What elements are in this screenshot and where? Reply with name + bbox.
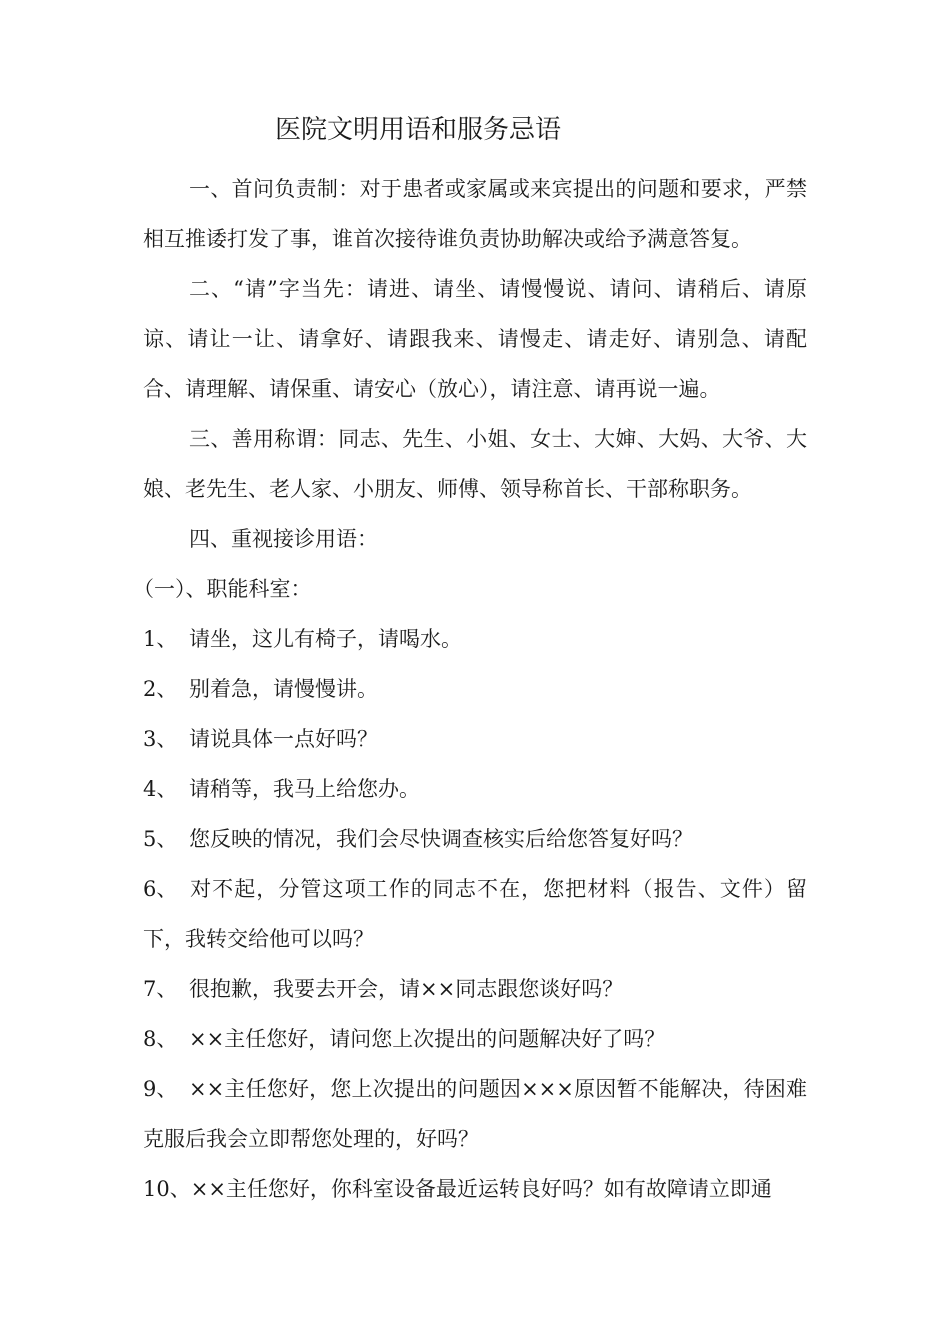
item-number: 3、	[143, 727, 178, 751]
list-item	[143, 964, 807, 1014]
item-text: 别着急，请慢慢讲。	[189, 677, 378, 701]
item-text: ××主任您好，您上次提出的问题因×××原因暂不能解决，待困难克服后我会立即帮您处理的，好吗？	[143, 1077, 807, 1151]
item-text: 很抱歉，我要去开会，请××同志跟您谈好吗？	[189, 977, 624, 1001]
item-number: 4、	[143, 777, 178, 801]
item-text: ××主任您好，请问您上次提出的问题解决好了吗？	[189, 1027, 666, 1051]
section-forms-of-address: 三、善用称谓：同志、先生、小姐、女士、大婶、大妈、大爷、大娘、老先生、老人家、小朋友、师傅、领导称首长、干部称职务。	[143, 427, 807, 501]
list-item	[143, 814, 807, 864]
item-number: 5、	[143, 827, 178, 851]
item-number: 1、	[143, 627, 178, 651]
item-number: 9、	[143, 1077, 178, 1101]
section-reception-phrases: 四、重视接诊用语：	[189, 527, 378, 551]
item-text: 请说具体一点好吗？	[189, 727, 378, 751]
item-text: ××主任您好，你科室设备最近运转良好吗？如有故障请立即通	[190, 1177, 772, 1201]
item-number: 2、	[143, 677, 178, 701]
item-number: 6、	[143, 877, 178, 901]
list-item	[143, 1014, 807, 1064]
list-item	[143, 764, 807, 814]
list-item	[143, 1164, 807, 1214]
list-item	[143, 614, 807, 664]
item-number: 10、	[143, 1177, 191, 1201]
list-item	[143, 664, 807, 714]
subheading-functional-departments: （一）、职能科室：	[133, 577, 312, 601]
list-item	[143, 1064, 807, 1164]
item-text: 对不起，分管这项工作的同志不在，您把材料（报告、文件）留下，我转交给他可以吗？	[143, 877, 807, 951]
list-item	[143, 864, 807, 964]
section-please-first: 二、“请”字当先：请进、请坐、请慢慢说、请问、请稍后、请原谅、请让一让、请拿好、请跟我来、请慢走、请走好、请别急、请配合、请理解、请保重、请安心（放心），请注意、请再说一遍。	[143, 277, 807, 401]
item-text: 您反映的情况，我们会尽快调查核实后给您答复好吗？	[189, 827, 693, 851]
document-title: 医院文明用语和服务忌语	[275, 115, 562, 145]
section-first-inquiry: 一、首问负责制：对于患者或家属或来宾提出的问题和要求，严禁相互推诿打发了事，谁首次接待谁负责协助解决或给予满意答复。	[143, 177, 807, 251]
item-text: 请坐，这儿有椅子，请喝水。	[189, 627, 462, 651]
list-item	[143, 714, 807, 764]
document-body	[133, 164, 807, 1214]
item-number: 7、	[143, 977, 178, 1001]
item-number: 8、	[143, 1027, 178, 1051]
item-text: 请稍等，我马上给您办。	[189, 777, 420, 801]
